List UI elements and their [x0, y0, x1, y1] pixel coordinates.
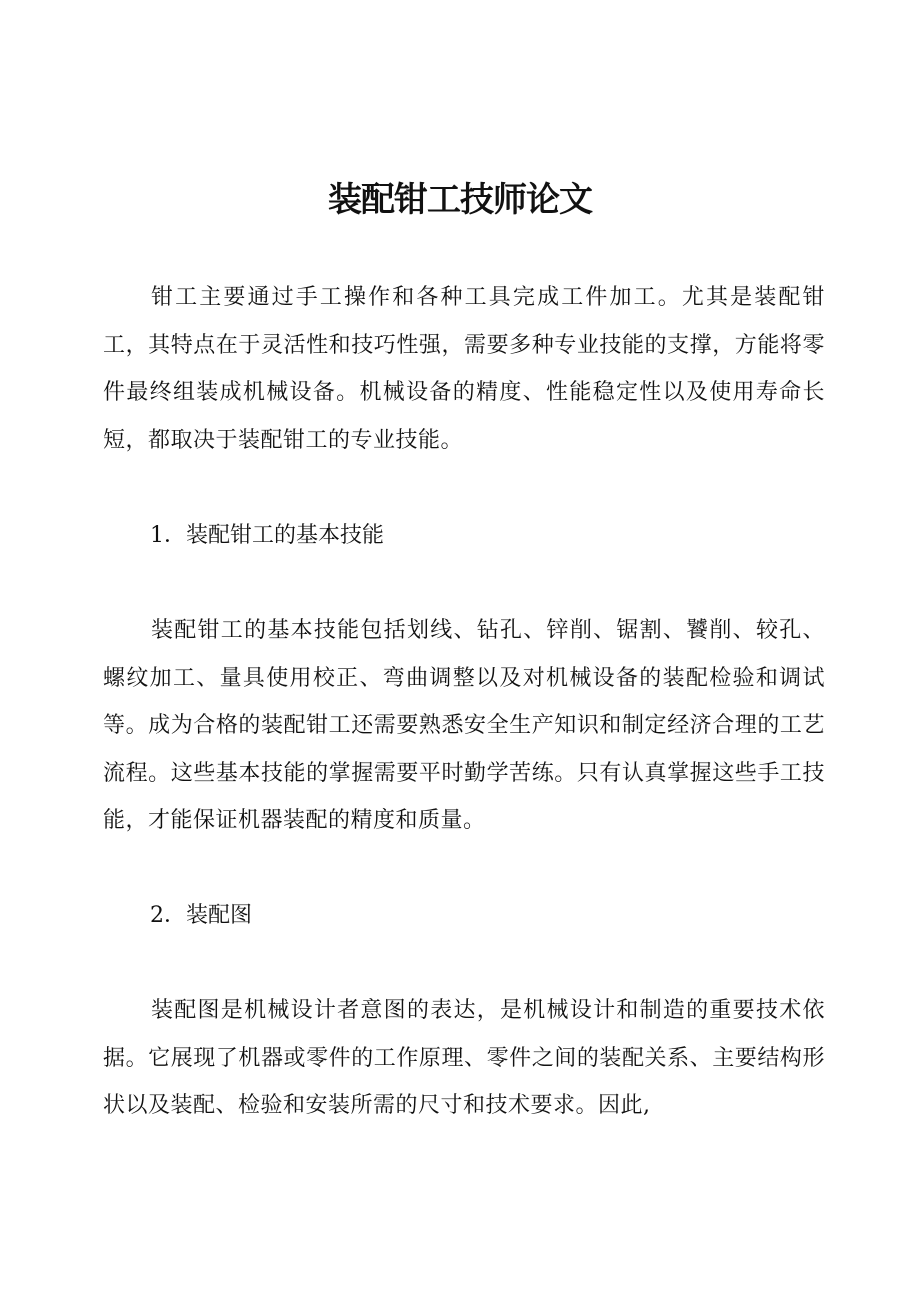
section-heading-assembly-drawing: 2．装配图	[150, 903, 252, 928]
assembly-drawing-paragraph: 装配图是机械设计者意图的表达，是机械设计和制造的重要技术依据。它展现了机器或零件的工作原理、零件之间的装配关系、主要结构形状以及装配、检验和安装所需的尺寸和技术要求。因此,	[103, 998, 825, 1118]
section-heading-basic-skills: 1．装配钳工的基本技能	[150, 523, 384, 548]
document-title: 装配钳工技师论文	[328, 180, 592, 220]
intro-paragraph: 钳工主要通过手工操作和各种工具完成工件加工。尤其是装配钳工，其特点在于灵活性和技巧性强，需要多种专业技能的支撑，方能将零件最终组装成机械设备。机械设备的精度、性能稳定性以及使用寿命长短，都取决于装配钳工的专业技能。	[103, 285, 825, 453]
basic-skills-paragraph: 装配钳工的基本技能包括划线、钻孔、锌削、锯割、饕削、较孔、螺纹加工、量具使用校正、弯曲调整以及对机械设备的装配检验和调试等。成为合格的装配钳工还需要熟悉安全生产知识和制定经济合理的工艺流程。这些基本技能的掌握需要平时勤学苦练。只有认真掌握这些手工技能，才能保证机器装配的精度和质量。	[103, 618, 825, 833]
